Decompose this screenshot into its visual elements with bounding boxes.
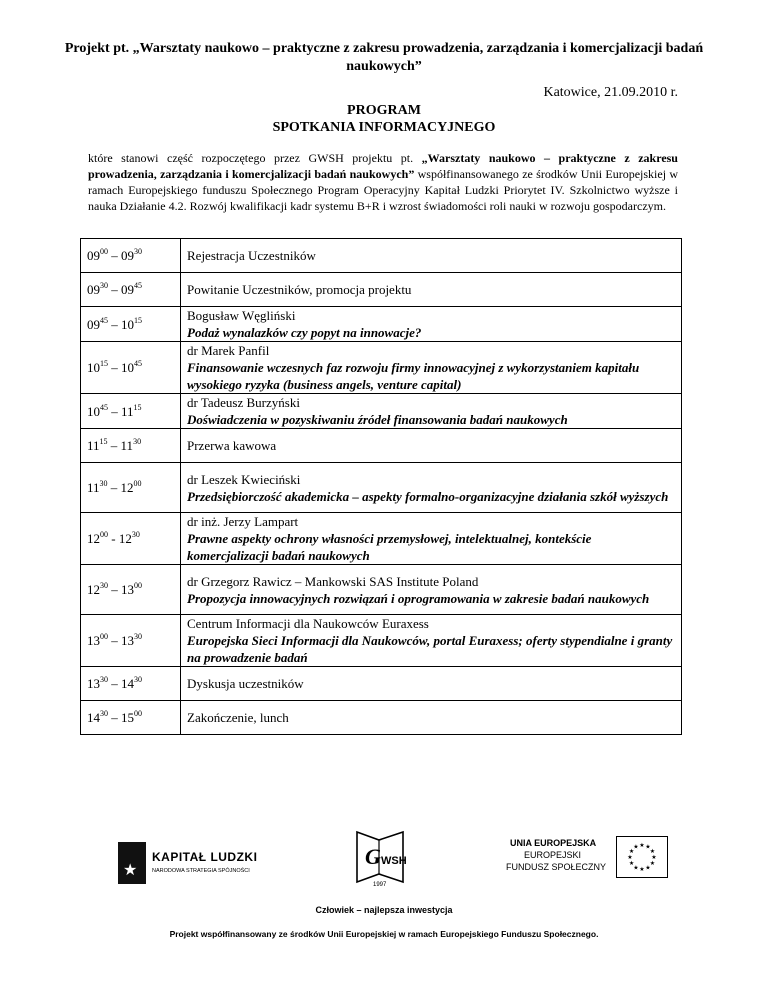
session-cell (181, 463, 682, 513)
table-row (81, 429, 682, 463)
time-start-h: 12 (87, 582, 100, 597)
time-cell (81, 342, 181, 394)
svg-text:★: ★ (628, 860, 635, 867)
gwsh-logo (345, 826, 415, 888)
table-row (81, 615, 682, 667)
svg-text:★: ★ (645, 843, 651, 851)
table-row (81, 463, 682, 513)
table-row (81, 342, 682, 394)
svg-text:★: ★ (649, 848, 656, 855)
kapital-ludzki-flag-icon: ★ (118, 842, 146, 884)
time-start-m: 15 (100, 359, 108, 368)
kapital-ludzki-logo (118, 838, 288, 888)
time-end-h: 09 (121, 248, 134, 263)
time-cell (81, 615, 181, 667)
time-start-h: 14 (87, 710, 100, 725)
speaker-name: dr Tadeusz Burzyński (187, 395, 300, 410)
time-end-h: 14 (121, 676, 134, 691)
time-end-h: 12 (118, 531, 132, 546)
session-cell (181, 307, 682, 342)
session-title: Zakończenie, lunch (187, 710, 289, 725)
eu-line1: UNIA EUROPEJSKA (510, 838, 597, 848)
svg-text:★: ★ (627, 854, 633, 861)
time-start-h: 11 (87, 438, 100, 453)
session-title: Przerwa kawowa (187, 438, 277, 453)
footer-funding: Projekt współfinansowany ze środków Unii Europejskiej w ramach Europejskiego Funduszu Społecznego. (169, 929, 599, 939)
time-start-m: 15 (99, 437, 108, 446)
intro-project-name: „Warsztaty naukowo – praktyczne z zakresu prowadzenia, zarządzania i komercjalizacji badań naukowych” (88, 151, 678, 181)
time-end-h: 09 (121, 282, 134, 297)
time-start-m: 00 (100, 530, 108, 539)
time-start-h: 09 (87, 248, 100, 263)
program-heading-line2: SPOTKANIA INFORMACYJNEGO (272, 120, 496, 135)
time-cell (81, 513, 181, 565)
talk-title: Prawne aspekty ochrony własności przemysłowej, intelektualnej, kontekście komercjalizacji badań naukowych (187, 531, 592, 563)
svg-text:WSH: WSH (381, 855, 407, 867)
session-cell (181, 239, 682, 273)
table-row (81, 394, 682, 429)
session-title: Rejestracja Uczestników (187, 248, 316, 263)
time-start-m: 30 (100, 281, 108, 290)
time-cell (81, 667, 181, 701)
time-sep: – (108, 633, 121, 648)
time-cell (81, 463, 181, 513)
time-cell (81, 273, 181, 307)
time-end-h: 10 (121, 360, 134, 375)
time-sep: – (108, 403, 121, 419)
time-end-h: 10 (121, 316, 134, 332)
kapital-ludzki-name: KAPITAŁ LUDZKI (152, 850, 258, 864)
time-start-m: 30 (99, 479, 108, 488)
schedule-table (80, 238, 682, 735)
time-start-m: 30 (100, 675, 108, 684)
svg-text:★: ★ (649, 860, 656, 867)
table-row (81, 239, 682, 273)
time-sep: – (108, 316, 121, 332)
time-start-h: 09 (87, 282, 100, 297)
kapital-ludzki-subtitle: NARODOWA STRATEGIA SPÓJNOŚCI (152, 868, 250, 874)
time-end-h: 11 (120, 438, 134, 453)
time-start-h: 10 (87, 403, 100, 419)
time-end-h: 15 (121, 710, 134, 725)
time-start-h: 13 (87, 633, 100, 648)
intro-part2: współfinansowanego ze środków Unii Europejskiej w ramach Europejskiego funduszu Społecznego Program Operacyjny Kapitał Ludzki Priorytet IV. Szkolnictwo wyższe i nauka Działanie 4.2. Rozwój kwalifikacji kadr systemu B+R i wzrost świadomości roli nauki w rozwoju gospodarczym. (88, 167, 678, 213)
eu-line2: EUROPEJSKI (524, 850, 582, 860)
time-end-h: 13 (121, 582, 134, 597)
session-cell (181, 394, 682, 429)
talk-title: Przedsiębiorczość akademicka – aspekty formalno-organizacyjne działania szkół wyższych (187, 488, 669, 504)
time-end-m: 30 (134, 632, 142, 641)
time-start-m: 30 (100, 709, 108, 718)
table-row (81, 273, 682, 307)
time-start-m: 00 (100, 632, 108, 641)
table-row (81, 565, 682, 615)
session-cell (181, 273, 682, 307)
eu-logo (500, 836, 670, 892)
svg-text:★: ★ (628, 848, 635, 855)
time-end-m: 30 (134, 675, 142, 684)
speaker-name: dr Grzegorz Rawicz – Mankowski SAS Institute Poland (187, 573, 479, 589)
eu-flag-icon (616, 836, 668, 878)
time-start-m: 45 (100, 402, 108, 412)
talk-title: Finansowanie wczesnych faz rozwoju firmy innowacyjnej z wykorzystaniem kapitału wysokiego ryzyka (business angels, venture capital) (187, 360, 640, 392)
speaker-name: dr Leszek Kwieciński (187, 471, 301, 487)
session-title: Dyskusja uczestników (187, 676, 304, 691)
svg-text:★: ★ (645, 864, 651, 872)
gwsh-year: 1997 (373, 882, 387, 888)
time-start-m: 00 (100, 247, 108, 256)
time-start-m: 45 (100, 315, 108, 325)
time-end-m: 30 (134, 247, 142, 256)
time-end-m: 30 (131, 530, 140, 539)
footer-motto: Człowiek – najlepsza inwestycja (315, 905, 453, 915)
talk-title: Doświadczenia w pozyskiwaniu źródeł finansowania badań naukowych (187, 412, 568, 427)
session-cell (181, 429, 682, 463)
time-end-m: 00 (133, 479, 142, 488)
intro-paragraph (88, 150, 678, 214)
table-row (81, 667, 682, 701)
time-cell (81, 239, 181, 273)
svg-text:G: G (365, 844, 381, 869)
time-end-h: 13 (121, 633, 134, 648)
time-end-m: 45 (134, 281, 142, 290)
time-start-h: 11 (87, 480, 100, 495)
program-heading-line1: PROGRAM (347, 103, 421, 118)
time-end-m: 30 (133, 437, 142, 446)
time-end-h: 12 (120, 480, 134, 495)
time-sep: – (107, 438, 121, 453)
time-sep: – (107, 480, 121, 495)
time-sep: – (108, 360, 121, 375)
time-end-h: 11 (121, 403, 134, 419)
time-cell (81, 394, 181, 429)
time-end-m: 00 (134, 709, 142, 718)
speaker-name: Bogusław Węgliński (187, 308, 296, 323)
speaker-name: dr inż. Jerzy Lampart (187, 514, 299, 529)
footer-logos (0, 818, 768, 898)
time-sep: – (108, 282, 121, 297)
document-date: Katowice, 21.09.2010 r. (543, 85, 678, 100)
svg-text:★: ★ (633, 864, 639, 872)
time-start-h: 09 (87, 316, 100, 332)
session-cell (181, 667, 682, 701)
eu-line3: FUNDUSZ SPOŁECZNY (506, 862, 607, 872)
time-end-m: 15 (134, 315, 142, 325)
session-title: Powitanie Uczestników, promocja projektu (187, 282, 412, 297)
time-start-h: 10 (87, 360, 100, 375)
time-cell (81, 429, 181, 463)
speaker-name: Centrum Informacji dla Naukowców Euraxess (187, 616, 429, 631)
session-cell (181, 615, 682, 667)
session-cell (181, 513, 682, 565)
time-start-h: 12 (87, 531, 100, 546)
table-row (81, 513, 682, 565)
talk-title: Europejska Sieci Informacji dla Naukowców, portal Euraxess; oferty stypendialne i granty na prowadzenie badań (187, 633, 673, 665)
svg-text:★: ★ (639, 866, 645, 873)
project-title: Projekt pt. „Warsztaty naukowo – praktyczne z zakresu prowadzenia, zarządzania i komercjalizacji badań naukowych” (64, 41, 704, 74)
time-end-m: 15 (133, 402, 142, 412)
talk-title: Podaż wynalazków czy popyt na innowacje? (187, 325, 422, 340)
talk-title: Propozycja innowacyjnych rozwiązań i oprogramowania w zakresie badań naukowych (187, 590, 650, 606)
time-sep: – (108, 582, 121, 597)
session-cell (181, 342, 682, 394)
time-sep: - (108, 531, 119, 546)
time-sep: – (108, 676, 121, 691)
svg-text:★: ★ (633, 843, 639, 851)
table-row (81, 701, 682, 735)
time-sep: – (108, 710, 121, 725)
session-cell (181, 565, 682, 615)
time-cell (81, 565, 181, 615)
program-heading (60, 102, 708, 136)
table-row (81, 307, 682, 342)
svg-text:★: ★ (651, 854, 657, 861)
time-end-m: 45 (134, 359, 142, 368)
time-cell (81, 701, 181, 735)
time-end-m: 00 (134, 581, 142, 590)
intro-part1: które stanowi część rozpoczętego przez GWSH projektu pt. (88, 151, 422, 165)
time-start-m: 30 (100, 581, 108, 590)
session-cell (181, 701, 682, 735)
time-start-h: 13 (87, 676, 100, 691)
time-sep: – (108, 248, 121, 263)
svg-text:★: ★ (639, 842, 645, 849)
time-cell (81, 307, 181, 342)
speaker-name: dr Marek Panfil (187, 343, 270, 358)
